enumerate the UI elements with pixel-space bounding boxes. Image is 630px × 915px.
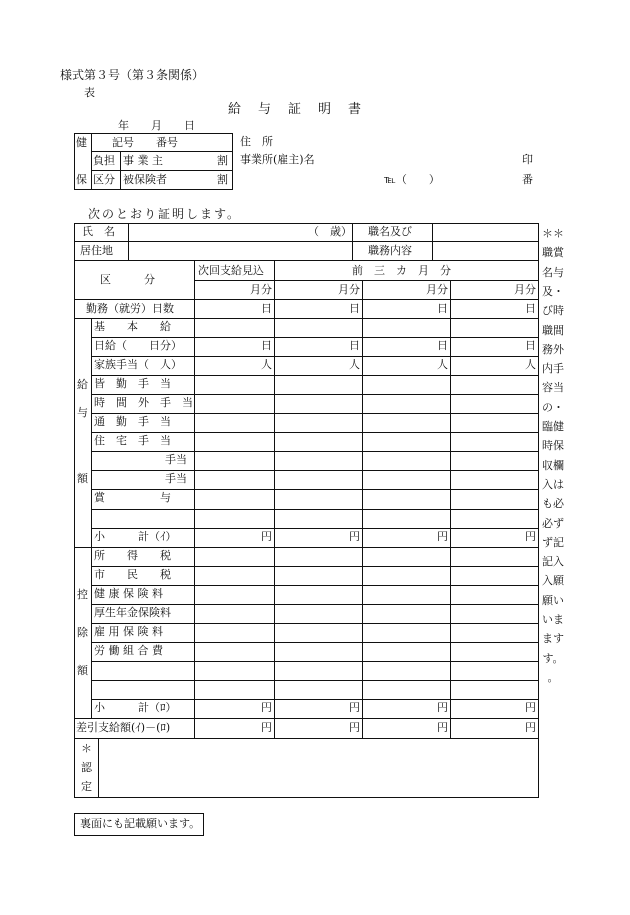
insurance-wari-employer: 割: [217, 154, 228, 167]
salary-row-label-4: 時 間 外 手 当: [94, 396, 193, 410]
salary-row-label-7: 手当: [165, 453, 187, 467]
day-unit-2: 日: [437, 302, 448, 315]
insurance-number-label: 記号 番号: [112, 136, 178, 149]
salary-group-char-2: 額: [77, 472, 88, 485]
next-pay-label: 次回支給見込: [198, 264, 264, 277]
deduction-row-label-5: 労 働 組 合 費: [94, 643, 163, 657]
salary-person-unit-2: 人: [437, 358, 448, 372]
side-note-line-10: 臨健: [542, 420, 564, 433]
deduction-subtotal-yen-2: 円: [437, 701, 448, 714]
salary-day-unit-1: 日: [349, 339, 360, 353]
salary-subtotal-label: 小 計（ｲ）: [94, 529, 177, 543]
salary-subtotal-yen-3: 円: [525, 529, 536, 543]
day-unit-0: 日: [261, 302, 272, 315]
side-note-line-14: も必: [542, 497, 564, 511]
salary-day-unit-0: 日: [261, 339, 272, 353]
salary-row-label-1: 日給（ 日分）: [94, 339, 182, 353]
side-note-line-5: 職間: [542, 323, 564, 337]
approval-char-0: ＊: [81, 742, 92, 755]
insurance-ho: 保: [76, 173, 87, 186]
deduction-row-label-0: 所 得 税: [94, 548, 171, 562]
month-unit-3: 月分: [514, 283, 536, 296]
deduction-group-char-0: 控: [77, 588, 88, 601]
side-note-line-12: 収欄: [542, 458, 564, 472]
side-note-line-13: 入は: [542, 477, 564, 491]
side-note-line-1: 職賞: [542, 246, 564, 260]
salary-row-label-3: 皆 勤 手 当: [94, 377, 171, 391]
salary-subtotal-yen-0: 円: [261, 529, 272, 543]
side-note-line-7: 内手: [542, 362, 564, 376]
side-note-line-9: の・: [542, 400, 564, 414]
days-label: 勤務（就労）日数: [86, 302, 174, 315]
net-yen-0: 円: [261, 721, 272, 734]
deduction-row-label-2: 健 康 保 険 料: [94, 586, 163, 600]
salary-subtotal-yen-2: 円: [437, 529, 448, 543]
position-label-1: 職名及び: [368, 225, 412, 238]
side-note-line-11: 時保: [542, 439, 564, 453]
deduction-row-label-4: 雇 用 保 険 料: [94, 624, 163, 638]
side-note-line-23: 。: [547, 670, 559, 684]
side-note-line-17: 記入: [542, 555, 564, 569]
side-note-line-15: 必ず: [542, 516, 564, 530]
prev-3months-label: 前 三 カ 月 分: [352, 264, 451, 277]
side-note-line-21: ます: [542, 632, 564, 646]
net-yen-1: 円: [349, 721, 360, 734]
salary-day-unit-2: 日: [437, 339, 448, 353]
insurance-insured: 被保険者: [123, 173, 167, 186]
insurance-wari-insured: 割: [217, 173, 228, 186]
salary-row-label-6: 住 宅 手 当: [94, 434, 171, 448]
net-yen-2: 円: [437, 721, 448, 734]
seal-label: 印: [522, 153, 533, 166]
tel-label: ℡（ ）: [384, 173, 440, 186]
side-note-line-18: 入願: [542, 574, 564, 588]
side-note-line-3: 及・: [542, 284, 564, 298]
salary-row-label-9: 賞 与: [94, 491, 171, 505]
side-note-line-0: ＊＊: [542, 227, 564, 240]
salary-row-label-2: 家族手当（ 人）: [94, 358, 182, 372]
approval-char-2: 定: [81, 780, 92, 793]
month-unit-1: 月分: [338, 283, 360, 296]
salary-person-unit-3: 人: [525, 358, 536, 372]
insurance-futan: 負担: [93, 154, 115, 167]
footer-note: 裏面にも記載願います。: [80, 817, 201, 830]
date-label: 年 月 日: [118, 119, 195, 132]
approval-char-1: 認: [81, 761, 92, 774]
side-note-line-16: ず記: [542, 535, 564, 549]
net-yen-3: 円: [525, 721, 536, 734]
form-label: 様式第３号（第３条関係）: [60, 68, 205, 82]
side-note-line-2: 名与: [542, 265, 564, 279]
address-label: 住 所: [240, 135, 273, 148]
side-note-line-20: いま: [542, 613, 564, 626]
deduction-subtotal-yen-0: 円: [261, 701, 272, 714]
insurance-kubun: 区分: [93, 173, 115, 186]
side-label: 表: [84, 86, 95, 99]
deduction-group-char-2: 額: [77, 664, 88, 677]
salary-group-char-1: 与: [77, 406, 88, 419]
salary-subtotal-yen-1: 円: [349, 529, 360, 543]
deduction-row-label-3: 厚生年金保険料: [94, 605, 171, 619]
deduction-subtotal-yen-3: 円: [525, 701, 536, 714]
insurance-employer: 事 業 主: [123, 154, 163, 167]
page-title: 給 与 証 明 書: [228, 102, 364, 117]
residence-label: 居住地: [80, 244, 113, 257]
ban-label: 番: [522, 173, 533, 186]
category-label: 区 分: [100, 273, 155, 286]
month-unit-2: 月分: [426, 283, 448, 296]
deduction-row-label-1: 市 民 税: [94, 567, 171, 581]
side-note-line-22: す。: [542, 651, 564, 665]
insurance-ken: 健: [76, 136, 87, 149]
name-label: 氏 名: [82, 225, 115, 238]
salary-person-unit-1: 人: [349, 358, 360, 372]
day-unit-1: 日: [349, 302, 360, 315]
deduction-subtotal-yen-1: 円: [349, 701, 360, 714]
deduction-subtotal-label: 小 計（ﾛ）: [94, 701, 177, 714]
salary-row-label-8: 手当: [165, 472, 187, 486]
position-label-2: 職務内容: [368, 244, 412, 257]
side-note-line-19: 願い: [542, 593, 564, 607]
day-unit-3: 日: [525, 302, 536, 315]
salary-person-unit-0: 人: [261, 358, 272, 372]
side-note-line-6: 務外: [542, 342, 564, 356]
salary-row-label-0: 基 本 給: [94, 320, 171, 333]
side-note-line-4: び時: [542, 304, 564, 318]
age-label: （ 歳）: [308, 225, 352, 238]
company-label: 事業所(雇主)名: [240, 153, 315, 166]
net-pay-label: 差引支給額(ｲ)－(ﾛ): [76, 721, 171, 734]
salary-day-unit-3: 日: [525, 339, 536, 353]
deduction-group-char-1: 除: [77, 626, 88, 639]
salary-row-label-5: 通 勤 手 当: [94, 415, 171, 429]
side-note-line-8: 容当: [542, 381, 564, 395]
salary-group-char-0: 給: [77, 378, 88, 391]
month-unit-0: 月分: [250, 283, 272, 296]
certify-text: 次のとおり証明します。: [88, 207, 242, 221]
